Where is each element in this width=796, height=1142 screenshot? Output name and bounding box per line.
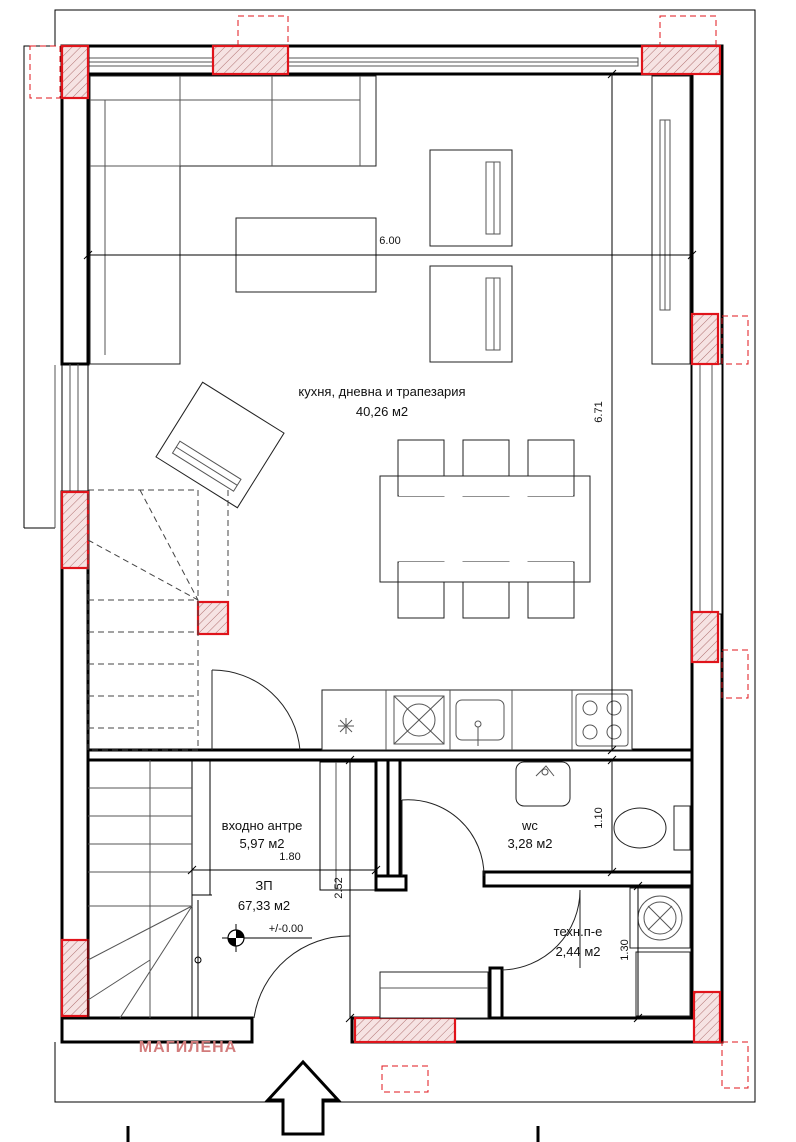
entrance-arrow-icon[interactable] bbox=[268, 1062, 338, 1134]
wardrobe bbox=[320, 762, 376, 890]
dim-entry-width: 1.80 bbox=[279, 851, 301, 863]
column bbox=[62, 940, 88, 1016]
column bbox=[213, 46, 288, 74]
dim-height-main: 6.71 bbox=[593, 401, 605, 423]
level-label: +/-0.00 bbox=[268, 923, 304, 935]
dining-set bbox=[380, 440, 590, 618]
room-area-wc: 3,28 м2 bbox=[507, 836, 553, 851]
column bbox=[62, 46, 88, 98]
room-name-entry: входно антре bbox=[221, 818, 303, 833]
column bbox=[692, 314, 718, 364]
room-area-tech: 2,44 м2 bbox=[555, 944, 601, 959]
tech-appliances bbox=[380, 888, 690, 1018]
watermark: МАГИЛЕНА bbox=[138, 1039, 238, 1056]
north-section-marks bbox=[128, 1126, 538, 1142]
column bbox=[355, 1018, 455, 1042]
column bbox=[694, 992, 720, 1042]
room-name-wc: wc bbox=[522, 818, 538, 833]
room-area-entry: 5,97 м2 bbox=[239, 836, 285, 851]
total-area-name: ЗП bbox=[255, 878, 273, 893]
column bbox=[198, 602, 228, 634]
column bbox=[642, 46, 720, 74]
fridge-icon bbox=[338, 718, 354, 734]
dim-width-main: 6.00 bbox=[379, 235, 401, 247]
room-name-living: кухня, дневна и трапезария bbox=[298, 384, 466, 399]
column bbox=[62, 492, 88, 568]
column bbox=[692, 612, 718, 662]
room-area-living: 40,26 м2 bbox=[355, 404, 409, 419]
dim-tech-depth: 1.30 bbox=[619, 939, 631, 961]
kitchen-counter bbox=[322, 690, 632, 750]
dim-wc-depth: 1.10 bbox=[593, 807, 605, 829]
dim-entry-depth: 2.52 bbox=[333, 877, 345, 899]
living-furniture bbox=[90, 76, 690, 508]
total-area-value: 67,33 м2 bbox=[237, 898, 291, 913]
room-name-tech: техн.п-е bbox=[553, 924, 603, 939]
toilet-icon bbox=[614, 806, 690, 850]
